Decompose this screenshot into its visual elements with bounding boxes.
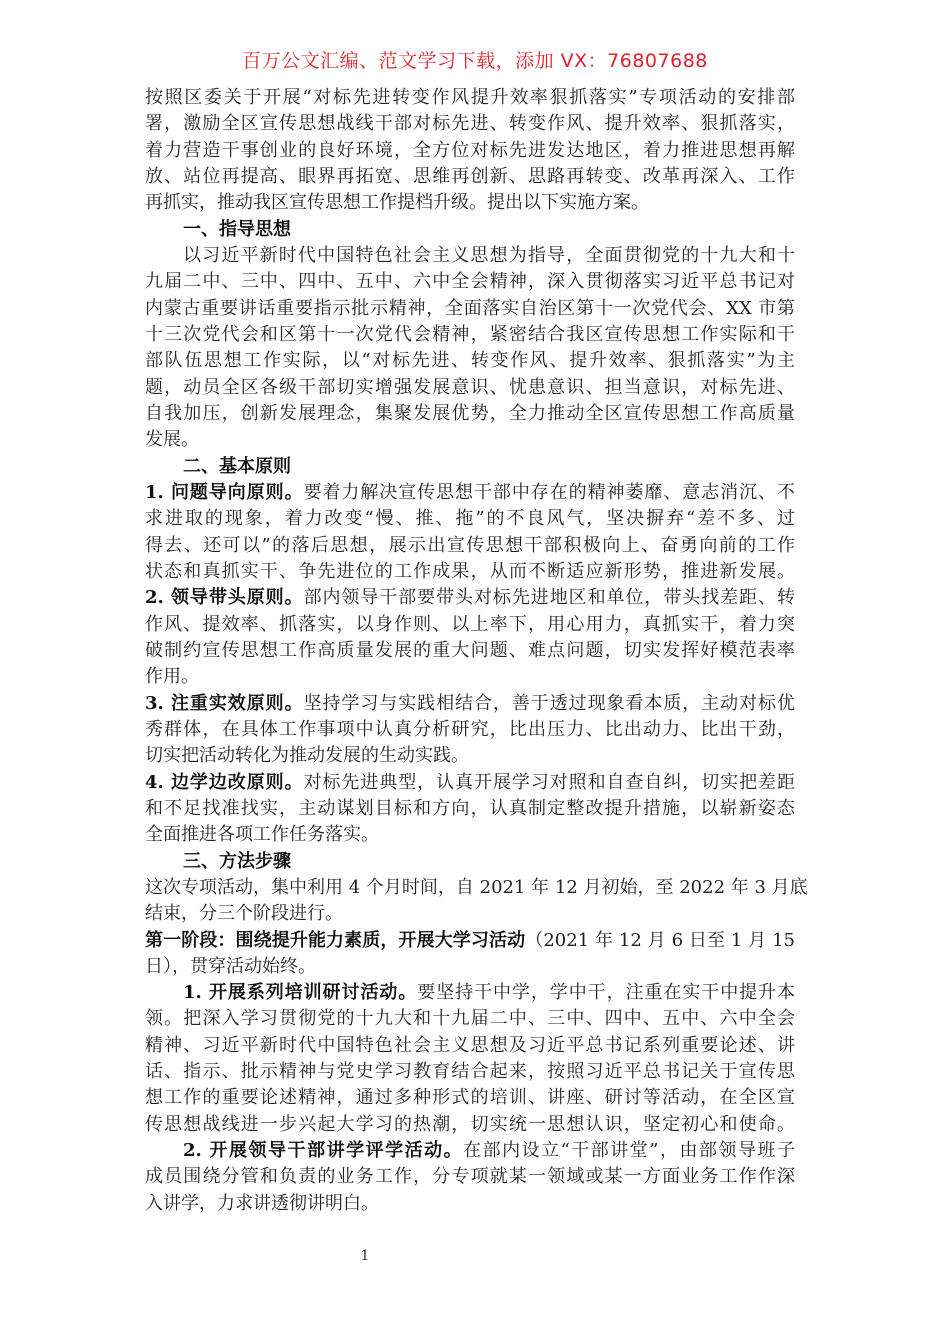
text-line [145,901,795,927]
text-line [145,401,795,427]
line-text: 要着力解决宣传思想干部中存在的精神萎靡、意志消沉、不 [303,481,795,503]
bold-lead: 第一阶段：围绕提升能力素质，开展大学习活动 [145,929,526,951]
line-text: 内蒙古重要讲话重要指示批示精神，全面落实自治区第十一次党代会、XX 市第 [145,297,795,319]
text-line [145,954,795,980]
line-text: 和不足找准找实，主动谋划目标和方向，认真制定整改提升措施，以崭新姿态 [145,797,795,819]
line-text: 作风、提效率、抓落实，以身作则、以上率下，用心用力，真抓实干，着力突 [145,613,795,635]
line-text: 部队伍思想工作实际，以“对标先进、转变作风、提升效率、狠抓落实”为主 [145,350,795,372]
bold-lead: 4. 边学边改原则。 [145,771,304,793]
text-line [145,427,795,453]
text-line [145,770,795,796]
text-line [145,190,795,216]
line-text: 部内领导干部要带头对标先进地区和单位，带头找差距、转 [303,587,795,609]
line-text: 切实把活动转化为推动发展的生动实践。 [145,745,469,767]
line-text: 求进取的现象，着力改变“慢、推、拖”的不良风气，坚决摒弃“差不多、过 [145,508,795,530]
watermark-header: 百万公文汇编、范文学习下载，添加 VX：76807688 [242,50,708,72]
bold-lead: 二、基本原则 [183,455,291,477]
text-line [145,533,795,559]
section-heading [145,454,795,480]
text-line [145,796,795,822]
text-line [145,585,795,611]
line-text: 秀群体，在具体工作事项中认真分析研究，比出压力、比出动力、比出干劲， [145,718,795,740]
text-line [145,111,795,137]
line-text: 坚持学习与实践相结合，善于透过现象看本质，主动对标优 [303,692,795,714]
line-text: 状态和真抓实干、争先进位的工作成果，从而不断适应新形势，推进新发展。 [145,560,795,582]
section-heading [145,217,795,243]
bold-lead: 1. 问题导向原则。 [145,481,304,503]
text-line [145,1164,795,1190]
line-text: 放、站位再提高、眼界再拓宽、思维再创新、思路再转变、改革再深入、工作 [145,165,795,187]
bold-lead: 1. 开展系列培训研讨活动。 [183,982,418,1004]
text-line [145,664,795,690]
text-line [145,1006,795,1032]
line-text: 再抓实，推动我区宣传思想工作提档升级。提出以下实施方案。 [145,192,649,214]
text-line [145,1033,795,1059]
line-text: 对标先进典型，认真开展学习对照和自查自纠，切实把差距 [303,771,795,793]
line-text: 得去、还可以”的落后思想，展示出宣传思想干部积极向上、奋勇向前的工作 [145,534,795,556]
text-line [145,638,795,664]
text-line [145,875,808,901]
line-text: 成员围绕分管和负责的业务工作，分专项就某一领域或某一方面业务工作作深 [145,1166,795,1188]
text-line [145,375,795,401]
line-text: 日），贯穿活动始终。 [145,955,316,977]
bold-lead: 2. 开展领导干部讲学评学活动。 [183,1140,464,1162]
line-text: 破制约宣传思想工作高质量发展的重大问题、难点问题，切实发挥好模范表率 [145,639,795,661]
line-text: 署，激励全区宣传思想战线干部对标先进、转变作风、提升效率、狠抓落实， [145,113,795,135]
line-text: 按照区委关于开展“对标先进转变作风提升效率狠抓落实”专项活动的安排部 [145,87,795,108]
text-line [145,164,795,190]
text-line [145,269,795,295]
text-line [145,506,795,532]
line-text: 发展。 [145,429,199,451]
text-line [145,322,795,348]
line-text: 传思想战线进一步兴起大学习的热潮，切实统一思想认识，坚定初心和使命。 [145,1113,795,1135]
line-text: 领。把深入学习贯彻党的十九大和十九届二中、三中、四中、五中、六中全会 [145,1008,795,1030]
text-line [145,822,795,848]
line-text: 以习近平新时代中国特色社会主义思想为指导，全面贯彻党的十九大和十 [183,244,795,266]
text-line [145,612,795,638]
text-line [145,980,795,1006]
text-line [145,348,795,374]
line-text: 这次专项活动，集中利用 4 个月时间，自 2021 年 12 月初始，至 2022 年 3 月底 [145,876,808,898]
text-line [145,85,795,111]
bold-lead: 三、方法步骤 [183,850,291,872]
line-text: 结束，分三个阶段进行。 [145,903,343,925]
text-line [145,296,795,322]
page-number: 1 [360,1248,370,1264]
text-line [145,743,795,769]
line-text: 话、指示、批示精神与党史学习教育结合起来，按照习近平总书记关于宣传思 [145,1061,795,1083]
line-text: 自我加压，创新发展理念，集聚发展优势，全力推动全区宣传思想工作高质量 [145,402,795,424]
text-line [145,717,795,743]
line-text: 精神、习近平新时代中国特色社会主义思想及习近平总书记系列重要论述、讲 [145,1034,795,1056]
bold-lead: 3. 注重实效原则。 [145,692,304,714]
line-text: 题，动员全区各级干部切实增强发展意识、忧患意识、担当意识，对标先进、 [145,376,795,398]
text-line [145,480,795,506]
line-text: 十三次党代会和区第十一次党代会精神，紧密结合我区宣传思想工作实际和干 [145,323,795,345]
text-line [145,1191,795,1217]
text-line [145,138,795,164]
section-heading [145,849,795,875]
bold-lead: 一、指导思想 [183,218,291,240]
text-line [145,1059,795,1085]
text-line [145,243,795,269]
document-body [145,85,808,1217]
text-line [145,1085,795,1111]
text-line [145,691,795,717]
line-text: 全面推进各项工作任务落实。 [145,824,379,846]
line-text: 入讲学，力求讲透彻讲明白。 [145,1192,379,1214]
text-line [145,928,795,954]
line-text: 在部内设立“干部讲堂”，由部领导班子 [463,1140,795,1162]
text-line [145,1112,795,1138]
text-line [145,1138,795,1164]
line-text: 九届二中、三中、四中、五中、六中全会精神，深入贯彻落实习近平总书记对 [145,271,795,293]
line-text: 作用。 [145,666,199,688]
bold-lead: 2. 领导带头原则。 [145,587,304,609]
line-text: 着力营造干事创业的良好环境，全方位对标先进发达地区，着力推进思想再解 [145,139,795,161]
line-text: 要坚持干中学，学中干，注重在实干中提升本 [417,982,795,1004]
line-text: （2021 年 12 月 6 日至 1 月 15 [525,929,796,951]
text-line [145,559,795,585]
line-text: 想工作的重要论述精神，通过多种形式的培训、讲座、研讨等活动，在全区宣 [145,1087,795,1109]
